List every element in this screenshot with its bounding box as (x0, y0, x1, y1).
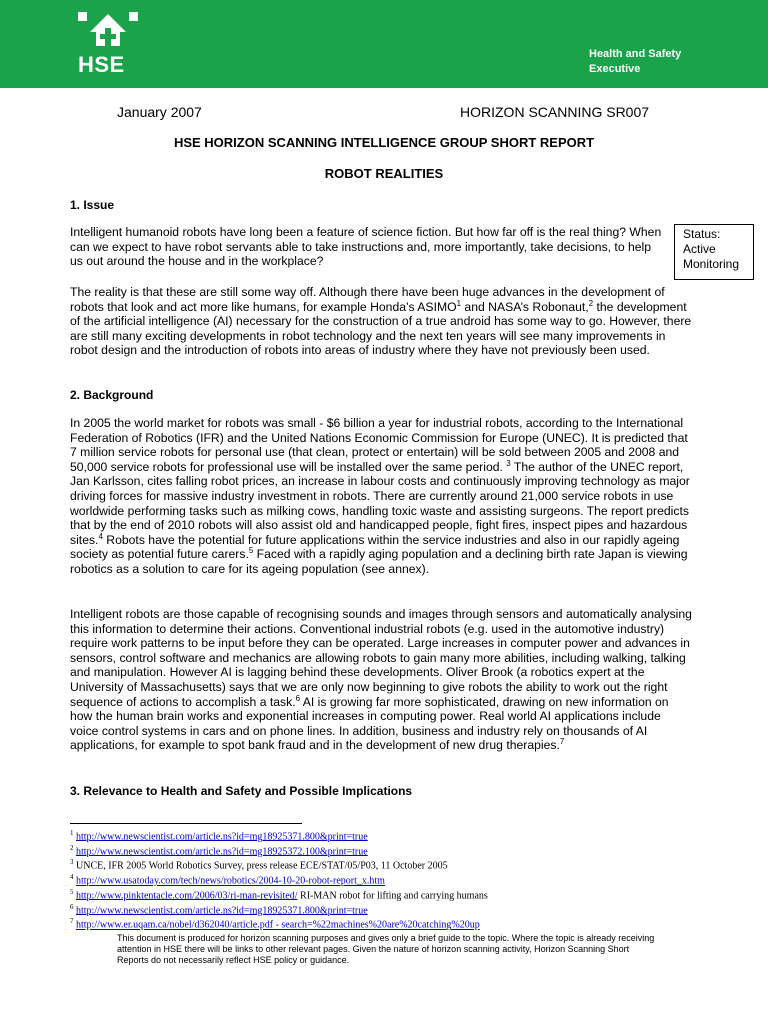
report-reference: HORIZON SCANNING SR007 (460, 104, 650, 120)
footnote-link-1[interactable]: http://www.newscientist.com/article.ns?id=mg18925371.800&print=true (76, 831, 368, 843)
footnote-ref-6[interactable]: 6 (295, 693, 301, 703)
hse-logo-text: HSE (78, 52, 125, 77)
header-banner (0, 0, 768, 88)
footnote-1: $^1$ http://www.newscientist.com/article.ns?id=mg18925371.800&print=true (70, 829, 368, 843)
footnote-ref-4[interactable]: 4 (98, 531, 103, 541)
status-value-line-2: Monitoring (683, 257, 740, 271)
report-title: HSE HORIZON SCANNING INTELLIGENCE GROUP SHORT REPORT (173, 135, 595, 150)
report-date: January 2007 (117, 104, 202, 120)
footnote-4: $^4$ http://www.usatoday.com/tech/news/robotics/2004-10-20-robot-report_x.htm (70, 873, 385, 887)
footnotes (70, 828, 710, 931)
status-box (674, 224, 754, 280)
disclaimer: This document is produced for horizon scanning purposes and gives only a brief guide to the topic. Where the topic is already receiving attention in HSE there will be links to other relevant pages. Given the nature of horizon scanning activity, Horizon Scanning Short Reports do not necessarily reflect HSE policy or guidance. (117, 933, 655, 965)
report-subtitle: ROBOT REALITIES (324, 166, 444, 181)
agency-name (589, 47, 681, 77)
footnote-text-3: UNCE, IFR 2005 World Robotics Survey, press release ECE/STAT/05/P03, 11 October 2005 (76, 860, 448, 872)
agency-line-2: Executive (589, 63, 641, 75)
status-value-line-1: Active (683, 242, 716, 256)
footnote-7: $^7$ http://www.er.uqam.ca/nobel/d362040/article.pdf - search=%22machines%20are%20catching%20up (70, 917, 480, 931)
section-heading-relevance: 3. Relevance to Health and Safety and Possible Implications (70, 784, 413, 798)
issue-paragraph-2: The reality is that these are still some way off. Although there have been huge advances in the development of robots that look and act more like humans, for example Honda’s ASIMO$^1$ and NASA’s Robonaut,$^2$ the development of the artificial intelligence (AI) necessary for the construction of a true android has some way to go. However, there are still many exciting developments in robot technology and the next ten years will see many improvements in robot design and the introduction of robots into areas of industry where they have not previously been used. (70, 285, 692, 358)
agency-line-1: Health and Safety (589, 48, 682, 60)
footnote-divider (70, 823, 302, 824)
footnote-ref-2[interactable]: 2 (588, 298, 594, 308)
footnote-link-4[interactable]: http://www.usatoday.com/tech/news/robotics/2004-10-20-robot-report_x.htm (76, 875, 385, 887)
issue-paragraph-1: Intelligent humanoid robots have long been a feature of science fiction. But how far off is the real thing? When can we expect to have robot servants able to take instructions and, more importantly, take decisions, to help us out around the house and in the workplace? (70, 225, 662, 269)
footnote-text-5: RI-MAN robot for lifting and carrying humans (297, 890, 488, 902)
footnote-link-7[interactable]: http://www.er.uqam.ca/nobel/d362040/article.pdf - search=%22machines%20are%20catching%20up (76, 919, 480, 931)
background-paragraph-1: In 2005 the world market for robots was small - $6 billion a year for industrial robots, according to the International Federation of Robotics (IFR) and the United Nations Economic Commission for Europe (UNEC). It is predicted that 7 million service robots for personal use (that clean, protect or entertain) will be sold between 2005 and 2008 and 50,000 service robots for professional use will be installed over the same period. $^3$ The author of the UNEC report, Jan Karlsson, cites falling robot prices, an increase in labour costs and continuously improving technology as major driving forces for massive industry investment in robots. There are currently around 21,000 service robots in use worldwide performing tasks such as milking cows, handling toxic waste and assisting surgeons. The report predicts that by the end of 2010 robots will also assist old and handicapped people, fight fires, inspect pipes and hazardous sites.$^4$ Robots have the potential for future applications within the service industries and also in our rapidly ageing society as potential future carers.$^5$ Faced with a rapidly aging population and a declining birth rate Japan is viewing robotics as a solution to care for its ageing population (see annex). (70, 416, 690, 576)
footnote-ref-5[interactable]: 5 (248, 546, 254, 556)
section-heading-background: 2. Background (70, 388, 154, 402)
section-heading-issue: 1. Issue (70, 198, 115, 212)
footnote-link-5[interactable]: http://www.pinktentacle.com/2006/03/ri-man-revisited/ (76, 890, 298, 902)
footnote-6: $^6$ http://www.newscientist.com/article.ns?id=mg18925371.800&print=true (70, 902, 368, 916)
status-label: Status: (683, 227, 721, 241)
footnote-2: $^2$ http://www.newscientist.com/article.ns?id=mg18925372.100&print=true (70, 843, 368, 858)
footnote-link-6[interactable]: http://www.newscientist.com/article.ns?id=mg18925371.800&print=true (76, 905, 368, 916)
background-paragraph-2: Intelligent robots are those capable of recognising sounds and images through sensors and automatically analysing this information to determine their actions. Conventional industrial robots (e.g. used in the automotive industry) require work patterns to be input before they can be operated. Large increases in computer power and advances in sensors, control software and mechanics are allowing robots to gain many more abilities, including walking, talking and manipulation. However AI is lagging behind these developments. Oliver Brook (a robotics expert at the University of Massachusetts) says that we are only now beginning to give robots the ability to work out the right sequence of actions to accomplish a task.$^6$ AI is growing far more sophisticated, drawing on new information on how the human brain works and exponential increases in computing power. Real world AI applications include voice control systems in cars and on phone lines. In addition, business and industry rely on thousands of AI applications, for example to spot bank fraud and in the development of new drug therapies.$^7$ (70, 607, 692, 753)
footnote-3: $^3$ UNCE, IFR 2005 World Robotics Survey, press release ECE/STAT/05/P03, 11 October 2005 (70, 858, 448, 872)
footnote-5: $^5$ http://www.pinktentacle.com/2006/03/ri-man-revisited/ RI-MAN robot for lifting and carrying humans (70, 887, 488, 902)
footnote-link-2[interactable]: http://www.newscientist.com/article.ns?id=mg18925372.100&print=true (76, 846, 368, 858)
footnote-ref-7[interactable]: 7 (559, 737, 565, 747)
footnote-ref-3[interactable]: 3 (506, 458, 511, 468)
footnote-ref-1[interactable]: 1 (456, 298, 462, 308)
